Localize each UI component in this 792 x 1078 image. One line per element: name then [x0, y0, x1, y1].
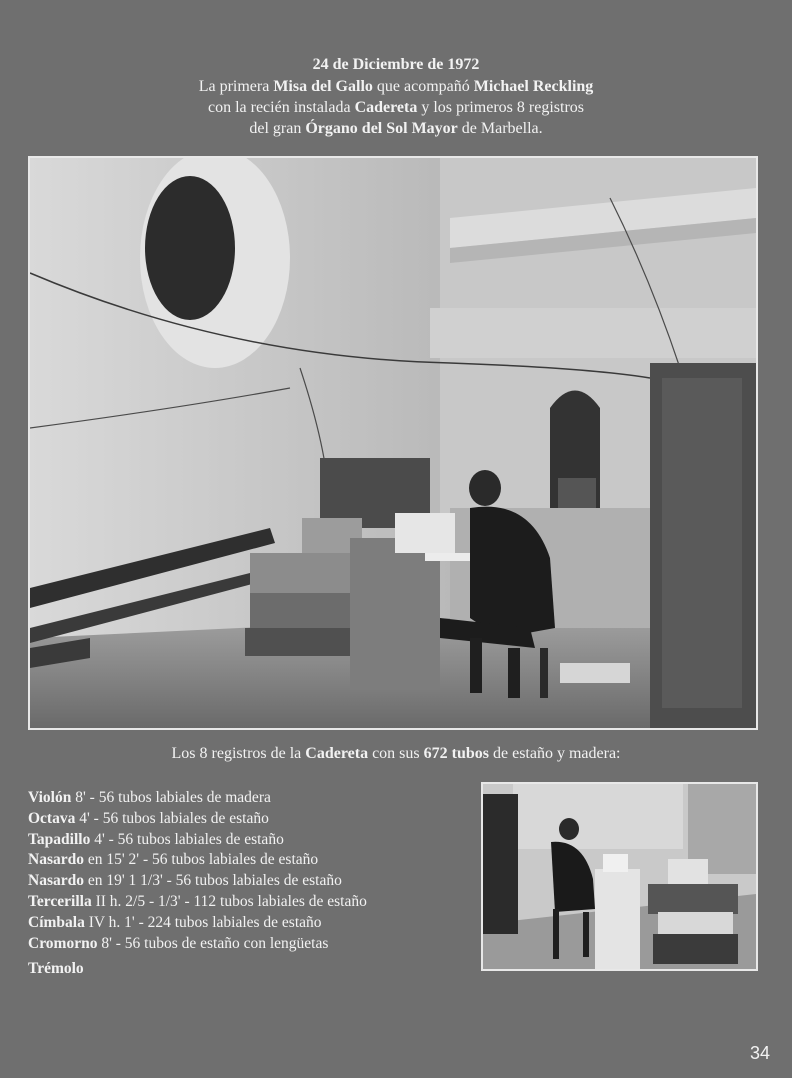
caption-tube-count: 672 tubos: [423, 745, 489, 762]
caption-cadereta: Cadereta: [305, 745, 369, 762]
header-line-1: La primera Misa del Gallo que acompañó Michael Reckling: [198, 78, 594, 95]
register-item: Violón 8' - 56 tubos labiales de madera: [28, 789, 271, 806]
page-header: [0, 54, 792, 139]
register-item: Octava 4' - 56 tubos labiales de estaño: [28, 809, 269, 827]
register-item: Nasardo en 19' 1 1/3' - 56 tubos labiales de estaño: [28, 872, 342, 890]
page-number: 34: [749, 1043, 770, 1063]
organist-name: Michael Reckling: [473, 78, 594, 95]
event-date: 24 de Diciembre de 1972: [312, 56, 480, 73]
register-item: Tapadillo 4' - 56 tubos labiales de estaño: [28, 830, 284, 848]
header-line-3: del gran Órgano del Sol Mayor de Marbella.: [249, 120, 543, 137]
header-line-2: con la recién instalada Cadereta y los primeros 8 registros: [207, 99, 585, 116]
registers-list: [28, 788, 473, 978]
organ-name: Órgano del Sol Mayor: [305, 120, 458, 137]
registers-caption: Los 8 registros de la Cadereta con sus 672 tubos de estaño y madera:: [171, 745, 621, 762]
register-item: Címbala IV h. 1' - 224 tubos labiales de estaño: [28, 913, 322, 931]
register-item: Nasardo en 15' 2' - 56 tubos labiales de estaño: [28, 851, 319, 869]
register-item: Cromorno 8' - 56 tubos de estaño con lengüetas: [28, 934, 329, 952]
secondary-photo: [481, 782, 758, 971]
mass-name: Misa del Gallo: [273, 78, 373, 95]
main-photo: [28, 156, 758, 730]
cadereta-term: Cadereta: [354, 99, 418, 116]
register-item: Tercerilla II h. 2/5 - 1/3' - 112 tubos labiales de estaño: [28, 892, 367, 910]
tremolo-label: Trémolo: [28, 960, 84, 978]
